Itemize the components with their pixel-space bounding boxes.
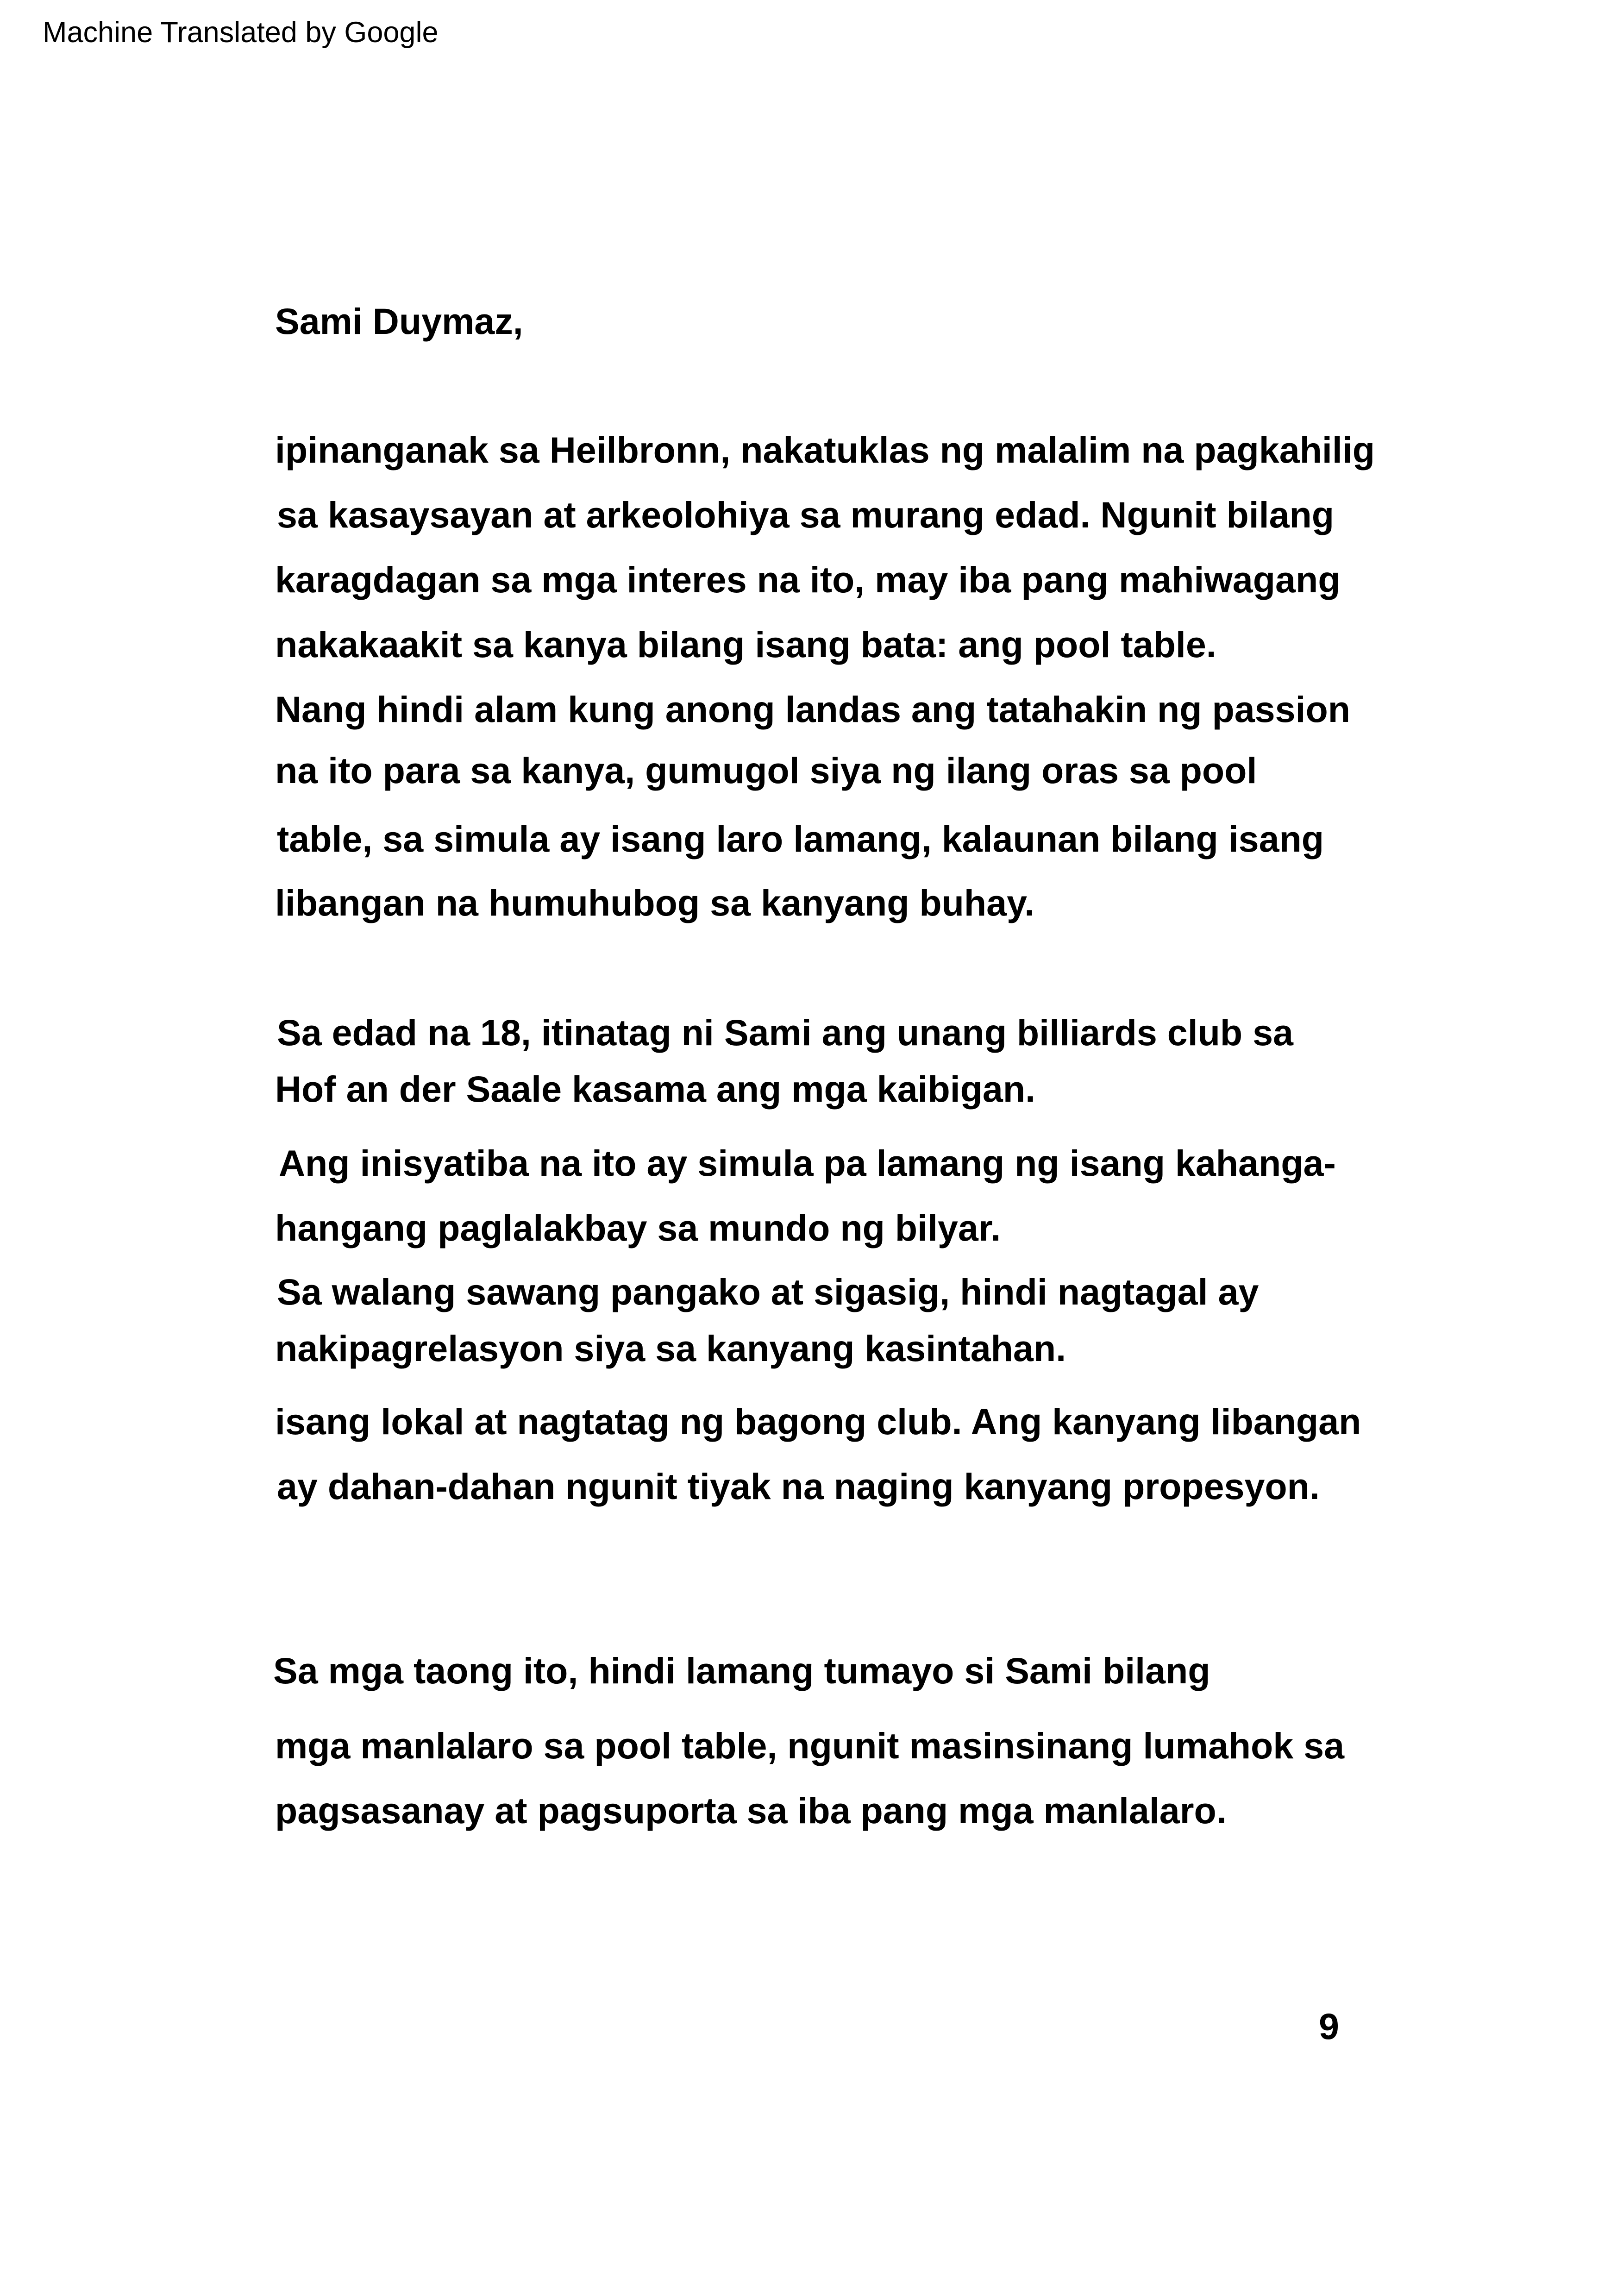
paragraph-2-line: Sa walang sawang pangako at sigasig, hindi nagtagal ay — [277, 1271, 1259, 1312]
paragraph-1-line: sa kasaysayan at arkeolohiya sa murang edad. Ngunit bilang — [277, 494, 1335, 535]
paragraph-2-line: ay dahan-dahan ngunit tiyak na naging kanyang propesyon. — [277, 1466, 1320, 1507]
paragraph-3-line: pagsasanay at pagsuporta sa iba pang mga manlalaro. — [275, 1790, 1227, 1831]
paragraph-1-line: ipinanganak sa Heilbronn, nakatuklas ng malalim na pagkahilig — [275, 429, 1375, 470]
paragraph-3-line: Sa mga taong ito, hindi lamang tumayo si Sami bilang — [273, 1650, 1210, 1691]
paragraph-2-line: nakipagrelasyon siya sa kanyang kasintahan. — [275, 1328, 1066, 1369]
salutation: Sami Duymaz, — [275, 301, 523, 342]
paragraph-1-line: na ito para sa kanya, gumugol siya ng ilang oras sa pool — [275, 750, 1257, 791]
paragraph-2-line: isang lokal at nagtatag ng bagong club. Ang kanyang libangan — [275, 1401, 1361, 1442]
paragraph-2-line: Ang inisyatiba na ito ay simula pa lamang ng isang kahanga- — [279, 1142, 1336, 1184]
paragraph-1-line: nakakaakit sa kanya bilang isang bata: ang pool table. — [275, 624, 1216, 665]
paragraph-1-line: table, sa simula ay isang laro lamang, kalaunan bilang isang — [277, 818, 1324, 859]
paragraph-2-line: Hof an der Saale kasama ang mga kaibigan. — [275, 1068, 1036, 1110]
paragraph-2-line: hangang paglalakbay sa mundo ng bilyar. — [275, 1207, 1001, 1248]
paragraph-3-line: mga manlalaro sa pool table, ngunit masinsinang lumahok sa — [275, 1725, 1345, 1766]
paragraph-2-line: Sa edad na 18, itinatag ni Sami ang unang billiards club sa — [277, 1012, 1293, 1053]
paragraph-1-line: libangan na humuhubog sa kanyang buhay. — [275, 882, 1035, 923]
page-number: 9 — [1319, 2006, 1339, 2047]
machine-translation-watermark: Machine Translated by Google — [43, 16, 439, 49]
paragraph-1-line: karagdagan sa mga interes na ito, may iba pang mahiwagang — [275, 559, 1341, 600]
paragraph-1-line: Nang hindi alam kung anong landas ang tatahakin ng passion — [275, 689, 1351, 730]
